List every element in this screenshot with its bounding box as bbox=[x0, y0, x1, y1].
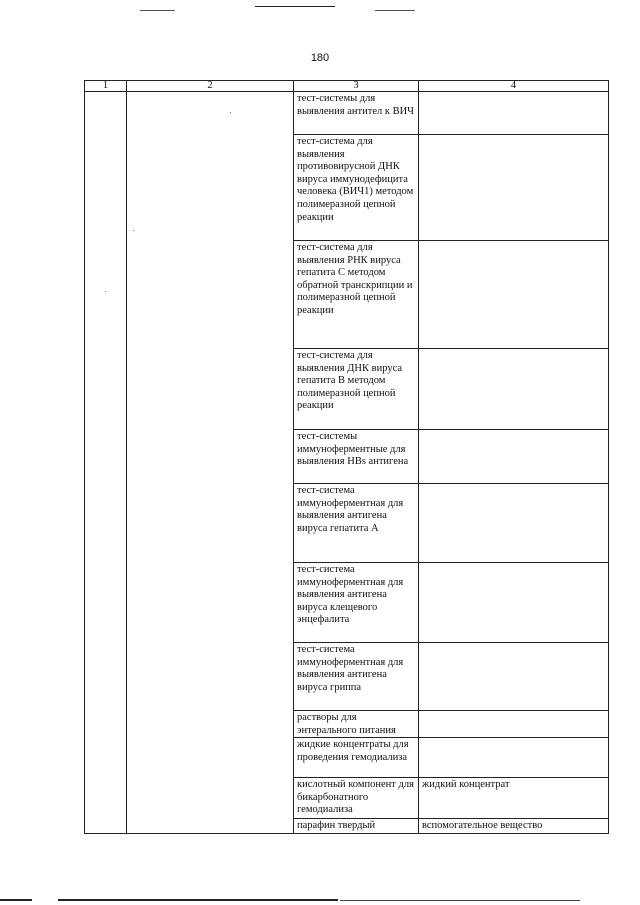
column-2-cell bbox=[127, 92, 294, 834]
form-cell bbox=[419, 430, 609, 484]
product-name-cell: кислотный компонент для бикарбонатного гемодиализа bbox=[294, 778, 419, 819]
header-cell: 3 bbox=[294, 81, 419, 92]
scan-artifact-top bbox=[375, 10, 415, 11]
form-cell bbox=[419, 135, 609, 241]
header-row bbox=[85, 81, 609, 92]
scan-artifact-bottom bbox=[58, 899, 338, 901]
scan-artifact-bottom bbox=[0, 899, 32, 901]
product-name-cell: тест-система для выявления РНК вируса гепатита С методом обратной транскрипции и полимеразной цепной реакции bbox=[294, 241, 419, 349]
scan-speck bbox=[105, 291, 106, 292]
form-cell bbox=[419, 563, 609, 643]
scan-artifact-bottom bbox=[340, 900, 580, 901]
scan-artifact-top bbox=[255, 6, 335, 7]
table-row bbox=[85, 92, 609, 135]
form-cell bbox=[419, 349, 609, 430]
header-cell: 1 bbox=[85, 81, 127, 92]
column-1-cell bbox=[85, 92, 127, 834]
form-cell bbox=[419, 92, 609, 135]
form-cell: вспомогательное вещество bbox=[419, 819, 609, 834]
document-table bbox=[84, 80, 609, 834]
form-cell bbox=[419, 711, 609, 738]
product-name-cell: тест-система иммуноферментная для выявления антигена вируса клещевого энцефалита bbox=[294, 563, 419, 643]
scan-artifact-top bbox=[140, 10, 175, 11]
product-name-cell: тест-система для выявления ДНК вируса гепатита В методом полимеразной цепной реакции bbox=[294, 349, 419, 430]
form-cell: жидкий концентрат bbox=[419, 778, 609, 819]
header-cell: 2 bbox=[127, 81, 294, 92]
form-cell bbox=[419, 643, 609, 711]
product-name-cell: тест-система иммуноферментная для выявления антигена вируса гепатита А bbox=[294, 484, 419, 563]
product-name-cell: тест-системы для выявления антител к ВИЧ bbox=[294, 92, 419, 135]
product-name-cell: тест-система для выявления противовирусной ДНК вируса иммунодефицита человека (ВИЧ1) методом полимеразной цепной реакции bbox=[294, 135, 419, 241]
header-cell: 4 bbox=[419, 81, 609, 92]
product-name-cell: тест-системы иммуноферментные для выявления HBs антигена bbox=[294, 430, 419, 484]
form-cell bbox=[419, 484, 609, 563]
scan-speck bbox=[230, 112, 231, 113]
scan-speck bbox=[133, 230, 134, 231]
product-name-cell: парафин твердый bbox=[294, 819, 419, 834]
form-cell bbox=[419, 738, 609, 778]
product-name-cell: растворы для энтерального питания bbox=[294, 711, 419, 738]
product-name-cell: жидкие концентраты для проведения гемодиализа bbox=[294, 738, 419, 778]
product-name-cell: тест-система иммуноферментная для выявления антигена вируса гриппа bbox=[294, 643, 419, 711]
page-number: 180 bbox=[310, 52, 330, 64]
form-cell bbox=[419, 241, 609, 349]
